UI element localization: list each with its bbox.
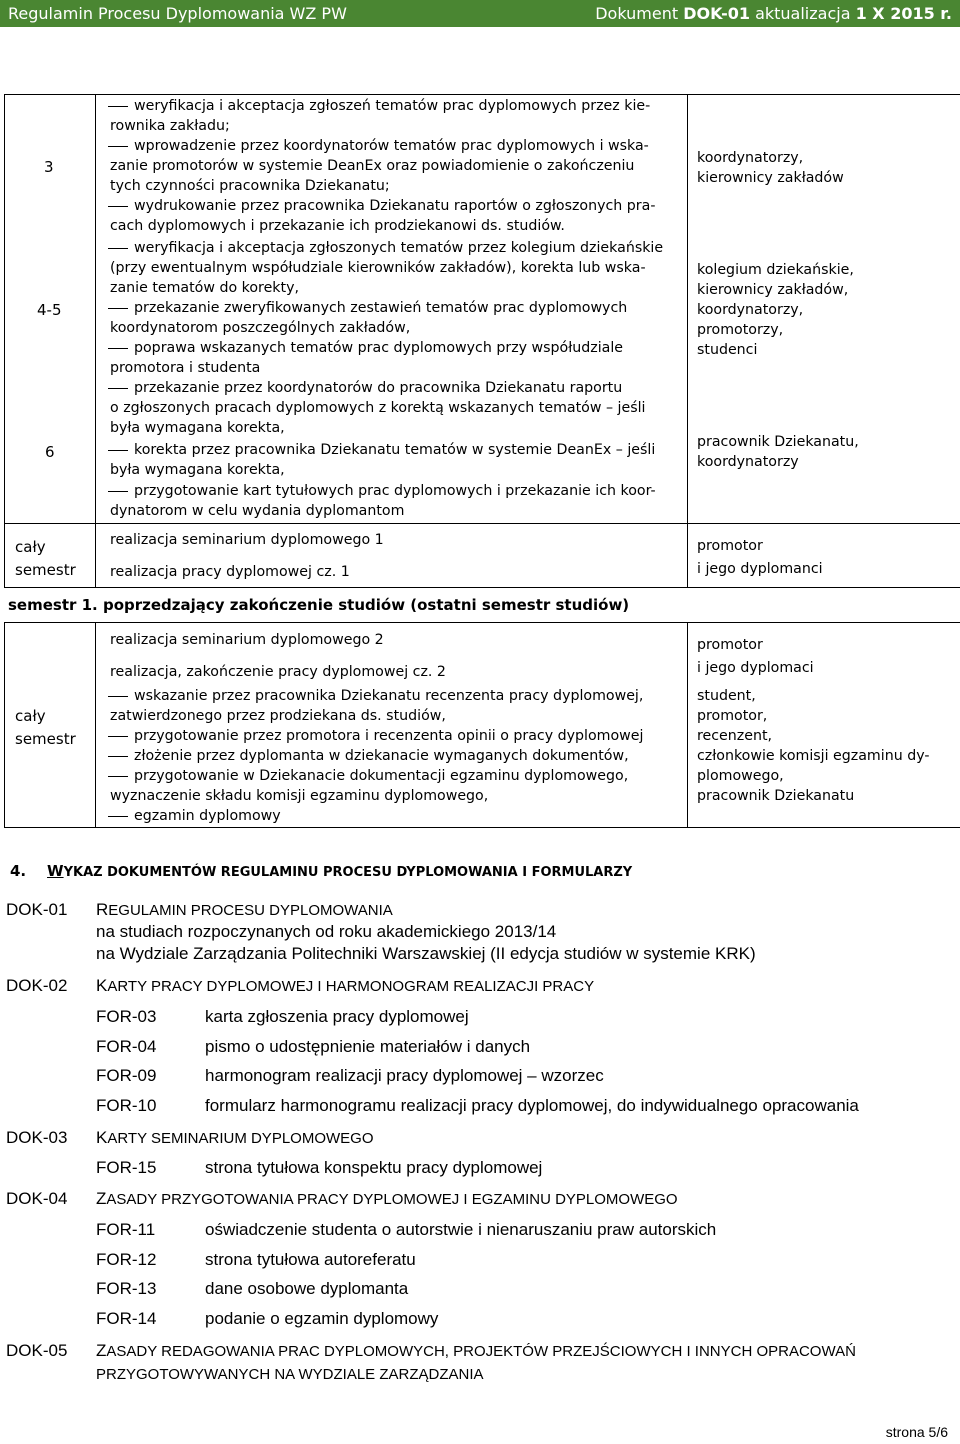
semester-heading: semestr 1. poprzedzający zakończenie studiów (ostatni semestr studiów) — [8, 596, 630, 614]
list-item: przekazanie zweryfikowanych zestawień tematów prac dyplomowych — [110, 298, 627, 318]
list-item: przygotowanie kart tytułowych prac dyplomowych i przekazanie ich koor- — [110, 481, 656, 501]
form-code: FOR-09 — [96, 1066, 157, 1085]
form-name: strona tytułowa autoreferatu — [205, 1250, 416, 1269]
list-item: korekta przez pracownika Dziekanatu tematów w systemie DeanEx – jeśli — [110, 440, 655, 460]
form-name: formularz harmonogramu realizacji pracy dyplomowej, do indywidualnego opracowania — [205, 1096, 859, 1115]
document-title: KARTY PRACY DYPLOMOWEJ I HARMONOGRAM REALIZACJI PRACY — [96, 976, 595, 995]
responsible-cell: promotor i jego dyplomaci — [697, 637, 814, 676]
section-heading: 4. WYKAZ DOKUMENTÓW REGULAMINU PROCESU DYPLOMOWANIA I FORMULARZY — [10, 862, 633, 880]
list-item: zanie tematów do korekty, — [110, 280, 299, 296]
page-header — [0, 0, 960, 27]
form-name: harmonogram realizacji pracy dyplomowej – wzorzec — [205, 1066, 604, 1085]
list-item: weryfikacja i akceptacja zgłoszeń tematów prac dyplomowych przez kie- — [110, 96, 650, 116]
list-item: realizacja pracy dyplomowej cz. 1 — [110, 564, 350, 580]
form-name: strona tytułowa konspektu pracy dyplomowej — [205, 1158, 543, 1177]
document-title-continued: PRZYGOTOWYWANYCH NA WYDZIALE ZARZĄDZANIA — [96, 1366, 484, 1383]
responsible-cell: pracownik Dziekanatu, koordynatorzy — [697, 434, 859, 470]
document-code: DOK-05 — [6, 1341, 68, 1360]
list-item: dynatorom w celu wydania dyplomantom — [110, 503, 405, 519]
form-code: FOR-12 — [96, 1250, 157, 1269]
list-item: promotora i studenta — [110, 360, 261, 376]
document-title: KARTY SEMINARIUM DYPLOMOWEGO — [96, 1128, 374, 1147]
list-item: (przy ewentualnym współudziale kierowników zakładów), korekta lub wska- — [110, 260, 646, 276]
document-subtitle: na Wydziale Zarządzania Politechniki Warszawskiej (II edycja studiów w systemie KRK) — [96, 944, 756, 963]
list-item: przygotowanie w Dziekanacie dokumentacji egzaminu dyplomowego, — [110, 766, 628, 786]
document-title: ZASADY REDAGOWANIA PRAC DYPLOMOWYCH, PROJEKTÓW PRZEJŚCIOWYCH I INNYCH OPRACOWAŃ — [96, 1341, 856, 1360]
form-name: pismo o udostępnienie materiałów i danych — [205, 1037, 531, 1056]
period-cell: cały semestr — [15, 707, 76, 748]
form-code: FOR-14 — [96, 1309, 157, 1328]
document-code: DOK-04 — [6, 1189, 68, 1208]
list-item: realizacja seminarium dyplomowego 2 — [110, 632, 384, 648]
period-cell: cały semestr — [15, 538, 76, 579]
document-code: DOK-01 — [6, 900, 68, 919]
list-item: realizacja seminarium dyplomowego 1 — [110, 532, 384, 548]
list-item: rownika zakładu; — [110, 118, 230, 134]
list-item: cach dyplomowych i przekazanie ich prodziekanowi ds. studiów. — [110, 218, 565, 234]
form-code: FOR-10 — [96, 1096, 157, 1115]
responsible-cell: koordynatorzy, kierownicy zakładów — [697, 150, 844, 186]
responsible-cell: student, promotor, recenzent, członkowie komisji egzaminu dy- plomowego, pracownik Dziekanatu — [697, 688, 930, 804]
period-cell: 3 — [44, 158, 54, 176]
list-item: o zgłoszonych pracach dyplomowych z korektą wskazanych tematów – jeśli — [110, 400, 646, 416]
list-item: była wymagana korekta, — [110, 462, 285, 478]
list-item: przygotowanie przez promotora i recenzenta opinii o pracy dyplomowej — [110, 726, 643, 746]
form-code: FOR-03 — [96, 1007, 157, 1026]
form-name: oświadczenie studenta o autorstwie i nienaruszaniu praw autorskich — [205, 1220, 717, 1239]
list-item: wyznaczenie składu komisji egzaminu dyplomowego, — [110, 788, 489, 804]
period-cell: 6 — [45, 443, 55, 461]
list-item: złożenie przez dyplomanta w dziekanacie wymaganych dokumentów, — [110, 746, 629, 766]
period-cell: 4-5 — [37, 301, 62, 319]
list-item: zanie promotorów w systemie DeanEx oraz powiadomienie o zakończeniu — [110, 158, 635, 174]
list-item: wydrukowanie przez pracownika Dziekanatu raportów o zgłoszonych pra- — [110, 196, 655, 216]
document-subtitle: na studiach rozpoczynanych od roku akademickiego 2013/14 — [96, 922, 557, 941]
responsible-cell: promotor i jego dyplomanci — [697, 538, 823, 577]
list-item: była wymagana korekta, — [110, 420, 285, 436]
list-item: egzamin dyplomowy — [110, 806, 281, 826]
list-item: koordynatorom poszczególnych zakładów, — [110, 320, 411, 336]
form-code: FOR-13 — [96, 1279, 157, 1298]
list-item: wprowadzenie przez koordynatorów tematów prac dyplomowych i wska- — [110, 136, 649, 156]
list-item: tych czynności pracownika Dziekanatu; — [110, 178, 390, 194]
page-number: strona 5/6 — [885, 1424, 948, 1440]
form-name: dane osobowe dyplomanta — [205, 1279, 409, 1298]
header-title: Regulamin Procesu Dyplomowania WZ PW — [8, 4, 347, 23]
form-code: FOR-04 — [96, 1037, 157, 1056]
document-title: ZASADY PRZYGOTOWANIA PRACY DYPLOMOWEJ I EGZAMINU DYPLOMOWEGO — [96, 1189, 678, 1208]
list-item: przekazanie przez koordynatorów do pracownika Dziekanatu raportu — [110, 378, 622, 398]
list-item: poprawa wskazanych tematów prac dyplomowych przy współudziale — [110, 338, 623, 358]
list-item: zatwierdzonego przez prodziekana ds. studiów, — [110, 708, 446, 724]
form-name: karta zgłoszenia pracy dyplomowej — [205, 1007, 469, 1026]
form-code: FOR-15 — [96, 1158, 157, 1177]
form-code: FOR-11 — [96, 1220, 156, 1239]
document-code: DOK-02 — [6, 976, 68, 995]
list-item: weryfikacja i akceptacja zgłoszonych tematów przez kolegium dziekańskie — [110, 238, 663, 258]
document-title: REGULAMIN PROCESU DYPLOMOWANIA — [96, 900, 393, 919]
list-item: realizacja, zakończenie pracy dyplomowej cz. 2 — [110, 664, 446, 680]
responsible-cell: kolegium dziekańskie, kierownicy zakładów, koordynatorzy, promotorzy, studenci — [697, 262, 854, 358]
form-name: podanie o egzamin dyplomowy — [205, 1309, 439, 1328]
list-item: wskazanie przez pracownika Dziekanatu recenzenta pracy dyplomowej, — [110, 686, 643, 706]
header-document-info: Dokument DOK-01 aktualizacja 1 X 2015 r. — [595, 4, 952, 23]
document-code: DOK-03 — [6, 1128, 68, 1147]
